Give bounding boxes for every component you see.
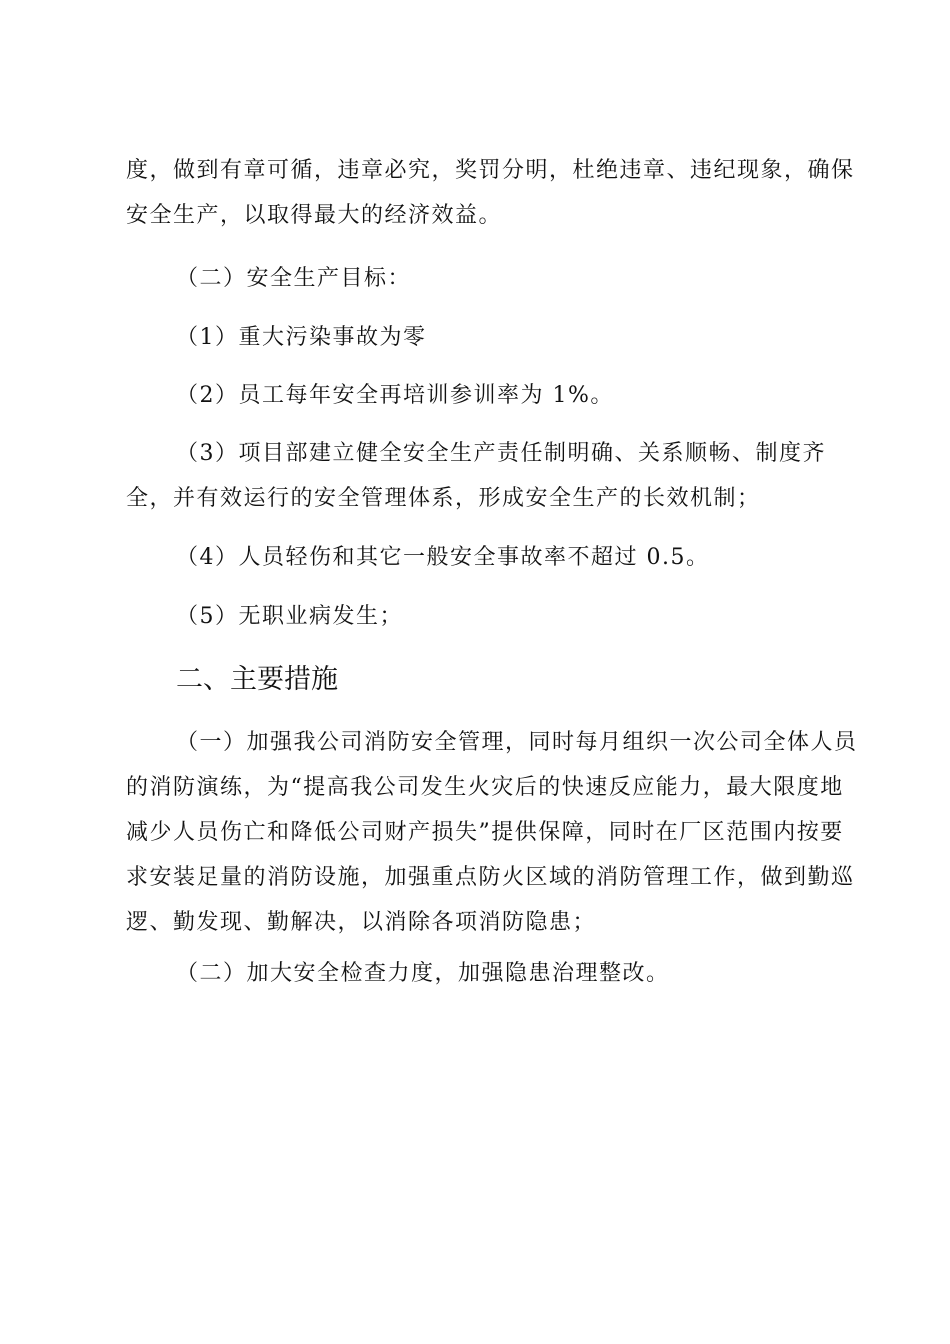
paragraph-goal-2: （2）员工每年安全再培训参训率为 1%。 — [176, 383, 614, 408]
paragraph-safety-goals-title: （二）安全生产目标： — [176, 266, 412, 291]
paragraph-goal-1: （1）重大污染事故为零 — [176, 325, 427, 350]
paragraph-continuation: 度，做到有章可循，违章必究，奖罚分明，杜绝违章、违纪现象，确保安全生产，以取得最大的经济效益。 — [126, 158, 855, 228]
paragraph-measure-2: （二）加大安全检查力度，加强隐患治理整改。 — [176, 961, 670, 986]
paragraph-goal-4: （4）人员轻伤和其它一般安全事故率不超过 0.5。 — [176, 545, 710, 570]
section-heading: 二、主要措施 — [176, 664, 338, 695]
paragraph-measure-1: （一）加强我公司消防安全管理，同时每月组织一次公司全体人员的消防演练，为“提高我公司发生火灾后的快速反应能力，最大限度地减少人员伤亡和降低公司财产损失”提供保障，同时在厂区范围内按要求安装足量的消防设施，加强重点防火区域的消防管理工作，做到勤巡逻、勤发现、勤解决，以消除各项消防隐患； — [126, 730, 858, 935]
paragraph-goal-5: （5）无职业病发生； — [176, 604, 403, 629]
paragraph-goal-3: （3）项目部建立健全安全生产责任制明确、关系顺畅、制度齐全，并有效运行的安全管理体系，形成安全生产的长效机制； — [126, 441, 826, 511]
